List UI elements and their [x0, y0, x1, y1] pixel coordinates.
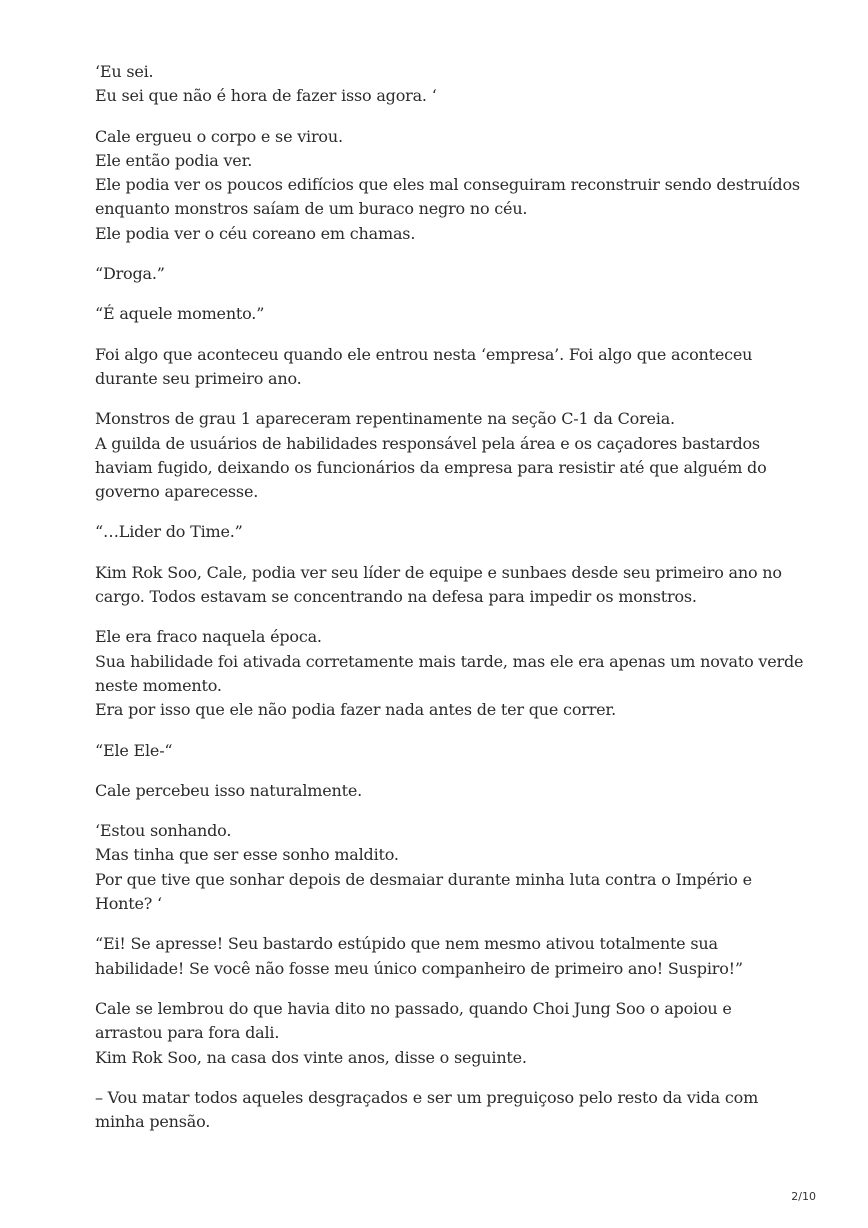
paragraph: [95, 262, 795, 286]
text-line: Cale ergueu o corpo e se virou.: [95, 126, 343, 146]
paragraph: [95, 302, 795, 326]
paragraph: [95, 1086, 795, 1135]
text-line: Sua habilidade foi ativada corretamente mais tarde, mas ele era apenas um novato verde: [95, 651, 804, 671]
paragraph: [95, 60, 795, 109]
text-line: “Droga.”: [95, 264, 165, 284]
text-line: Mas tinha que ser esse sonho maldito.: [95, 845, 399, 865]
text-line: Kim Rok Soo, na casa dos vinte anos, disse o seguinte.: [95, 1047, 527, 1067]
text-line: minha pensão.: [95, 1112, 211, 1132]
paragraph: [95, 739, 795, 763]
text-line: Ele podia ver os poucos edifícios que eles mal conseguiram reconstruir sendo destruídos: [95, 175, 800, 195]
text-line: Eu sei que não é hora de fazer isso agora. ‘: [95, 86, 437, 106]
text-line: “É aquele momento.”: [95, 304, 265, 324]
paragraph: [95, 819, 795, 916]
text-line: cargo. Todos estavam se concentrando na defesa para impedir os monstros.: [95, 587, 697, 607]
text-line: enquanto monstros saíam de um buraco negro no céu.: [95, 199, 528, 219]
document-body: [95, 60, 804, 1150]
text-line: Por que tive que sonhar depois de desmaiar durante minha luta contra o Império e: [95, 869, 752, 889]
text-line: Ele podia ver o céu coreano em chamas.: [95, 223, 416, 243]
paragraph: [95, 779, 795, 803]
text-line: ‘Eu sei.: [95, 62, 154, 81]
text-line: – Vou matar todos aqueles desgraçados e ser um preguiçoso pelo resto da vida com: [95, 1087, 759, 1107]
paragraph: [95, 343, 795, 392]
text-line: Ele era fraco naquela época.: [95, 627, 322, 647]
text-line: A guilda de usuários de habilidades responsável pela área e os caçadores bastardos: [95, 433, 760, 453]
text-line: governo aparecesse.: [95, 482, 259, 502]
text-line: Honte? ‘: [95, 894, 162, 914]
text-line: arrastou para fora dali.: [95, 1023, 280, 1043]
text-line: “Ei! Se apresse! Seu bastardo estúpido que nem mesmo ativou totalmente sua: [95, 934, 718, 954]
paragraph: [95, 407, 795, 504]
page-number: 2/10: [791, 1190, 816, 1203]
text-line: “…Lider do Time.”: [95, 522, 243, 542]
paragraph: [95, 625, 804, 722]
text-line: ‘Estou sonhando.: [95, 821, 232, 841]
paragraph: [95, 520, 795, 544]
text-line: “Ele Ele-“: [95, 740, 173, 760]
text-line: Ele então podia ver.: [95, 150, 253, 170]
paragraph: [95, 561, 795, 610]
text-line: Foi algo que aconteceu quando ele entrou nesta ‘empresa’. Foi algo que aconteceu: [95, 344, 753, 364]
paragraph: [95, 932, 795, 981]
text-line: habilidade! Se você não fosse meu único companheiro de primeiro ano! Suspiro!”: [95, 958, 743, 978]
paragraph: [95, 125, 800, 246]
text-line: Monstros de grau 1 apareceram repentinamente na seção C-1 da Coreia.: [95, 409, 675, 429]
text-line: neste momento.: [95, 675, 222, 695]
text-line: haviam fugido, deixando os funcionários da empresa para resistir até que alguém do: [95, 457, 767, 477]
paragraph: [95, 997, 795, 1070]
text-line: Kim Rok Soo, Cale, podia ver seu líder de equipe e sunbaes desde seu primeiro ano no: [95, 562, 782, 582]
text-line: durante seu primeiro ano.: [95, 368, 302, 388]
text-line: Cale percebeu isso naturalmente.: [95, 780, 363, 800]
text-line: Era por isso que ele não podia fazer nada antes de ter que correr.: [95, 700, 616, 720]
text-line: Cale se lembrou do que havia dito no passado, quando Choi Jung Soo o apoiou e: [95, 998, 732, 1018]
